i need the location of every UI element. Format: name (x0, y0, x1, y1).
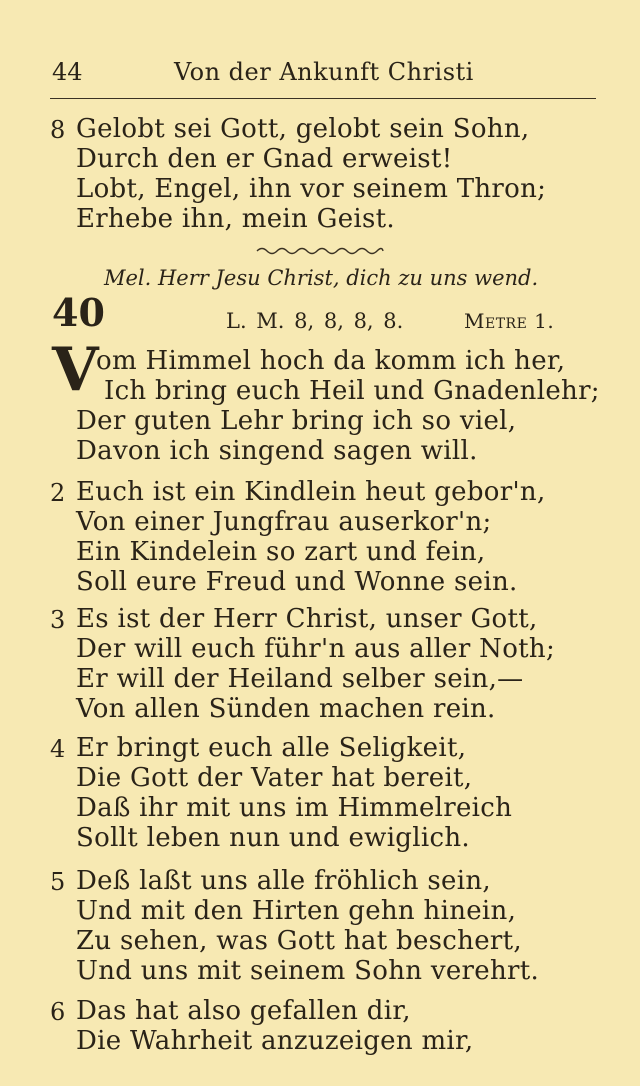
verse-line: Von einer Jungfrau auserkor'n; (76, 507, 492, 537)
verse-line: Zu sehen, was Gott hat beschert, (76, 926, 522, 956)
verse-number: 2 (50, 479, 66, 507)
verse-line: Ein Kindelein so zart und fein, (76, 537, 486, 567)
verse-line: Von allen Sünden machen rein. (76, 694, 496, 724)
meter-label: L. M. 8, 8, 8, 8. (226, 309, 404, 333)
verse-line: Der guten Lehr bring ich so viel, (76, 406, 517, 436)
verse-line: Der will euch führ'n aus aller Noth; (76, 634, 556, 664)
verse-number: 4 (50, 735, 66, 763)
verse-line: Soll eure Freud und Wonne sein. (76, 567, 518, 597)
page-number: 44 (52, 58, 83, 86)
verse-line: Die Gott der Vater hat bereit, (76, 763, 473, 793)
ornament-divider (255, 244, 385, 258)
verse-line: Euch ist ein Kindlein heut gebor'n, (76, 477, 546, 507)
verse-line: Ich bring euch Heil und Gnadenlehr; (104, 376, 600, 406)
verse-line: Die Wahrheit anzuzeigen mir, (76, 1026, 474, 1056)
verse-number: 6 (50, 998, 66, 1026)
verse-line: Es ist der Herr Christ, unser Gott, (76, 604, 538, 634)
verse-line: Sollt leben nun und ewiglich. (76, 823, 470, 853)
verse-line: Erhebe ihn, mein Geist. (76, 204, 395, 234)
page-header (52, 52, 592, 92)
verse-line: om Himmel hoch da komm ich her, (96, 346, 566, 376)
verse-line: Davon ich singend sagen will. (76, 436, 478, 466)
header-rule (50, 98, 596, 99)
verse-line: Daß ihr mit uns im Himmelreich (76, 793, 513, 823)
verse-line: Und uns mit seinem Sohn verehrt. (76, 956, 540, 986)
melody-line: Mel. Herr Jesu Christ, dich zu uns wend. (104, 266, 539, 290)
running-title: Von der Ankunft Christi (174, 58, 474, 86)
verse-line: Er will der Heiland selber sein,— (76, 664, 524, 694)
verse-number: 8 (50, 116, 66, 144)
verse-line: Deß laßt uns alle fröhlich sein, (76, 866, 491, 896)
verse-line: Lobt, Engel, ihn vor seinem Thron; (76, 174, 547, 204)
verse-number: 3 (50, 606, 66, 634)
hymn-number: 40 (52, 290, 105, 335)
verse-line: Gelobt sei Gott, gelobt sein Sohn, (76, 114, 530, 144)
verse-line: Das hat also gefallen dir, (76, 996, 411, 1026)
verse-line: Er bringt euch alle Seligkeit, (76, 733, 467, 763)
verse-line: Und mit den Hirten gehn hinein, (76, 896, 517, 926)
drop-cap: V (52, 335, 99, 405)
verse-line: Durch den er Gnad erweist! (76, 144, 453, 174)
metre-label: Metre 1. (464, 309, 555, 333)
verse-number: 5 (50, 868, 66, 896)
